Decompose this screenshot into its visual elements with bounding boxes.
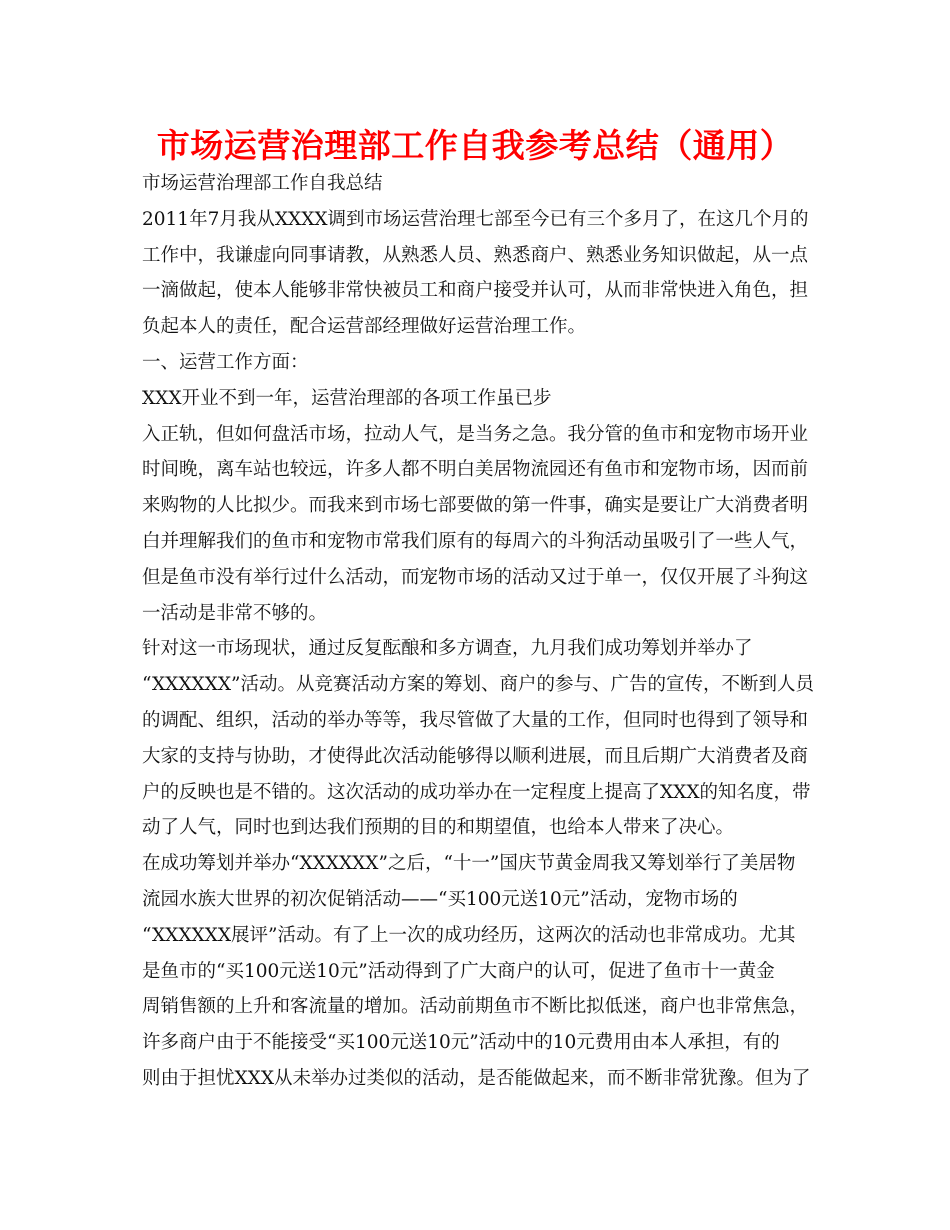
body-line: 周销售额的上升和客流量的增加。活动前期鱼市不断比拟低迷，商户也非常焦急， — [142, 996, 809, 1018]
body-line: 2011年7月我从XXXX调到市场运营治理七部至今已有三个多月了，在这几个月的 — [142, 208, 809, 230]
body-line: 市场运营治理部工作自我总结 — [142, 173, 383, 194]
body-line: 一滴做起，使本人能够非常快被员工和商户接受并认可，从而非常快进入角色，担 — [142, 280, 809, 302]
body-line: 的调配、组织，活动的举办等等，我尽管做了大量的工作，但同时也得到了领导和 — [142, 709, 809, 731]
body-line: 针对这一市场现状，通过反复酝酿和多方调查，九月我们成功筹划并举办了 — [142, 638, 753, 660]
body-line: 户的反映也是不错的。这次活动的成功举办在一定程度上提高了XXX的知名度，带 — [142, 781, 811, 803]
body-line: 则由于担忧XXX从未举办过类似的活动，是否能做起来，而不断非常犹豫。但为了 — [142, 1067, 811, 1089]
body-line: 负起本人的责任，配合运营部经理做好运营治理工作。 — [142, 316, 587, 338]
section-heading: 一、运营工作方面： — [142, 351, 309, 373]
body-line: “XXXXXX”活动。从竞赛活动方案的筹划、商户的参与、广告的宣传，不断到人员 — [142, 674, 814, 696]
body-line: “XXXXXX展评”活动。有了上一次的成功经历，这两次的活动也非常成功。尤其 — [142, 924, 796, 946]
body-line: 时间晚，离车站也较远，许多人都不明白美居物流园还有鱼市和宠物市场，因而前 — [142, 459, 809, 481]
body-line: 在成功筹划并举办“XXXXXX”之后，“十一”国庆节黄金周我又筹划举行了美居物 — [142, 853, 796, 875]
body-line: 白并理解我们的鱼市和宠物市常我们原有的每周六的斗狗活动虽吸引了一些人气， — [142, 530, 809, 552]
body-line: XXX开业不到一年，运营治理部的各项工作虽已步 — [142, 387, 552, 409]
body-line: 许多商户由于不能接受“买100元送10元”活动中的10元费用由本人承担，有的 — [142, 1032, 780, 1054]
body-line: 动了人气，同时也到达我们预期的目的和期望值，也给本人带来了决心。 — [142, 817, 735, 839]
body-line: 流园水族大世界的初次促销活动——“买100元送10元”活动，宠物市场的 — [142, 888, 738, 910]
body-line: 一活动是非常不够的。 — [142, 602, 328, 624]
body-line: 大家的支持与协助，才使得此次活动能够得以顺利进展，而且后期广大消费者及商 — [142, 745, 809, 767]
body-line: 但是鱼市没有举行过什么活动，而宠物市场的活动又过于单一，仅仅开展了斗狗这 — [142, 566, 809, 588]
body-line: 是鱼市的“买100元送10元”活动得到了广大商户的认可，促进了鱼市十一黄金 — [142, 960, 775, 982]
body-line: 来购物的人比拟少。而我来到市场七部要做的第一件事，确实是要让广大消费者明 — [142, 495, 809, 517]
document-title: 市场运营治理部工作自我参考总结（通用） — [156, 126, 794, 165]
body-line: 工作中，我谦虚向同事请教，从熟悉人员、熟悉商户、熟悉业务知识做起，从一点 — [142, 244, 809, 266]
body-line: 入正轨，但如何盘活市场，拉动人气，是当务之急。我分管的鱼市和宠物市场开业 — [142, 423, 809, 445]
document-body — [142, 166, 822, 1097]
